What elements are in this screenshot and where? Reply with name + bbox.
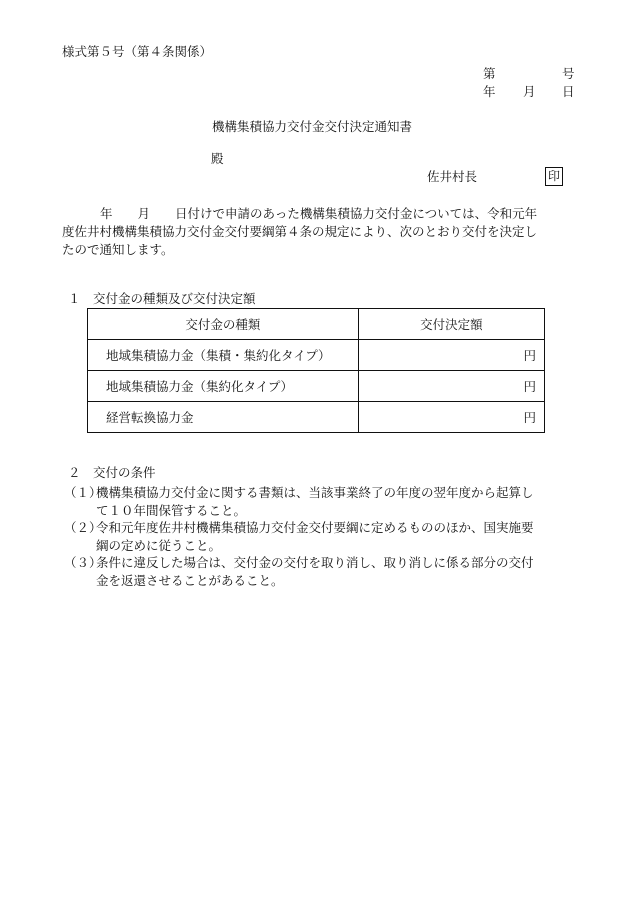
date-year: 年 [483,84,496,99]
condition-text: 令和元年度佐井村機構集積協力交付金交付要綱に定めるもののほか、国実施要 [96,520,534,535]
condition-item [64,554,580,590]
doc-number-prefix: 第 [483,66,496,81]
grant-amount-cell: 円 [358,340,544,371]
doc-number-suffix: 号 [562,66,575,81]
condition-text: 機構集積協力交付金に関する書類は、当該事業終了の年度の翌年度から起算し [96,485,534,500]
grant-amount-cell: 円 [358,402,544,433]
table-header-row [88,309,545,340]
column-header-amount: 交付決定額 [358,309,544,340]
condition-marker: （２） [64,520,102,535]
section2-heading: ２ 交付の条件 [68,465,156,480]
table-row [88,371,545,402]
condition-text-cont: 金を返還させることがあること。 [96,573,284,588]
condition-marker: （３） [64,555,102,570]
condition-item [64,519,580,555]
grant-type-cell: 地域集積協力金（集積・集約化タイプ） [88,340,359,371]
table-row [88,340,545,371]
body-line: 度佐井村機構集積協力交付金交付要綱第４条の規定により、次のとおり交付を決定し [62,224,538,239]
body-line: たので通知します。 [62,242,174,257]
section1-heading: １ 交付金の種類及び交付決定額 [68,291,256,306]
condition-text-cont: て１０年間保管すること。 [96,503,247,518]
column-header-type: 交付金の種類 [88,309,359,340]
condition-text: 条件に違反した場合は、交付金の交付を取り消し、取り消しに係る部分の交付 [96,555,534,570]
document-title: 機構集積協力交付金交付決定通知書 [212,119,413,134]
body-paragraph [62,205,578,259]
addressee-suffix: 殿 [211,151,224,166]
grant-table [87,308,545,433]
grant-type-cell: 地域集積協力金（集約化タイプ） [88,371,359,402]
date-month: 月 [523,84,536,99]
table-row [88,402,545,433]
grant-amount-cell: 円 [358,371,544,402]
seal-box: 印 [545,167,563,186]
condition-marker: （１） [64,485,102,500]
form-number: 様式第５号（第４条関係） [62,44,213,59]
body-line: 年 月 日付けで申請のあった機構集積協力交付金については、令和元年 [100,206,538,221]
issuer-name: 佐井村長 [427,169,478,184]
condition-text-cont: 綱の定めに従うこと。 [96,538,222,553]
date-day: 日 [562,84,575,99]
grant-type-cell: 経営転換協力金 [88,402,359,433]
condition-item [64,484,580,520]
